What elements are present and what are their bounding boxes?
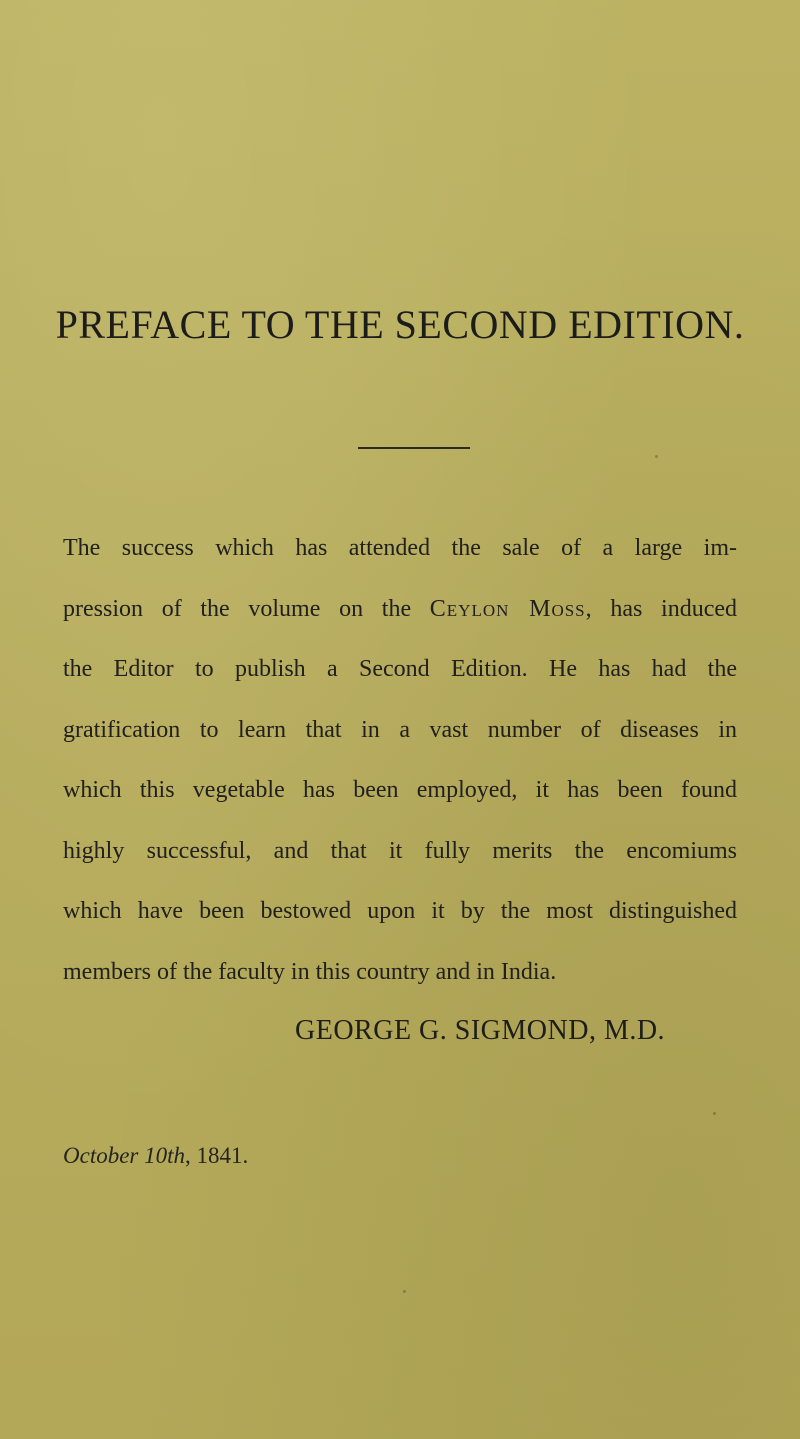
date-month: October bbox=[63, 1143, 139, 1168]
paper-speck bbox=[713, 1112, 716, 1115]
paragraph-line: gratification to learn that in a vast number of diseases in bbox=[63, 716, 737, 743]
author-signature: GEORGE G. SIGMOND, M.D. bbox=[295, 1015, 666, 1046]
paper-speck bbox=[403, 1290, 406, 1293]
preface-paragraph bbox=[63, 518, 737, 1002]
paragraph-line: members of the faculty in this country and in India. bbox=[63, 958, 557, 985]
preface-date bbox=[63, 1143, 248, 1169]
paragraph-line bbox=[63, 579, 737, 640]
ceylon-moss-term: Ceylon Moss bbox=[429, 595, 586, 622]
date-year: , 1841. bbox=[185, 1143, 249, 1168]
paragraph-line: which have been bestowed upon it by the most distinguished bbox=[63, 898, 737, 924]
paragraph-text: , has induced bbox=[585, 595, 737, 622]
paper-speck bbox=[655, 455, 658, 458]
paragraph-line: highly successful, and that it fully merits the encomiums bbox=[63, 837, 737, 864]
title-divider bbox=[358, 447, 470, 449]
page-title: PREFACE TO THE SECOND EDITION. bbox=[55, 302, 745, 347]
paragraph-line: The success which has attended the sale of a large im- bbox=[63, 535, 737, 561]
paragraph-line: which this vegetable has been employed, it has been found bbox=[63, 777, 737, 803]
paragraph-text: pression of the volume on the bbox=[63, 595, 430, 622]
date-day: 10th bbox=[144, 1143, 186, 1168]
paragraph-line: the Editor to publish a Second Edition. He has had the bbox=[63, 656, 737, 682]
